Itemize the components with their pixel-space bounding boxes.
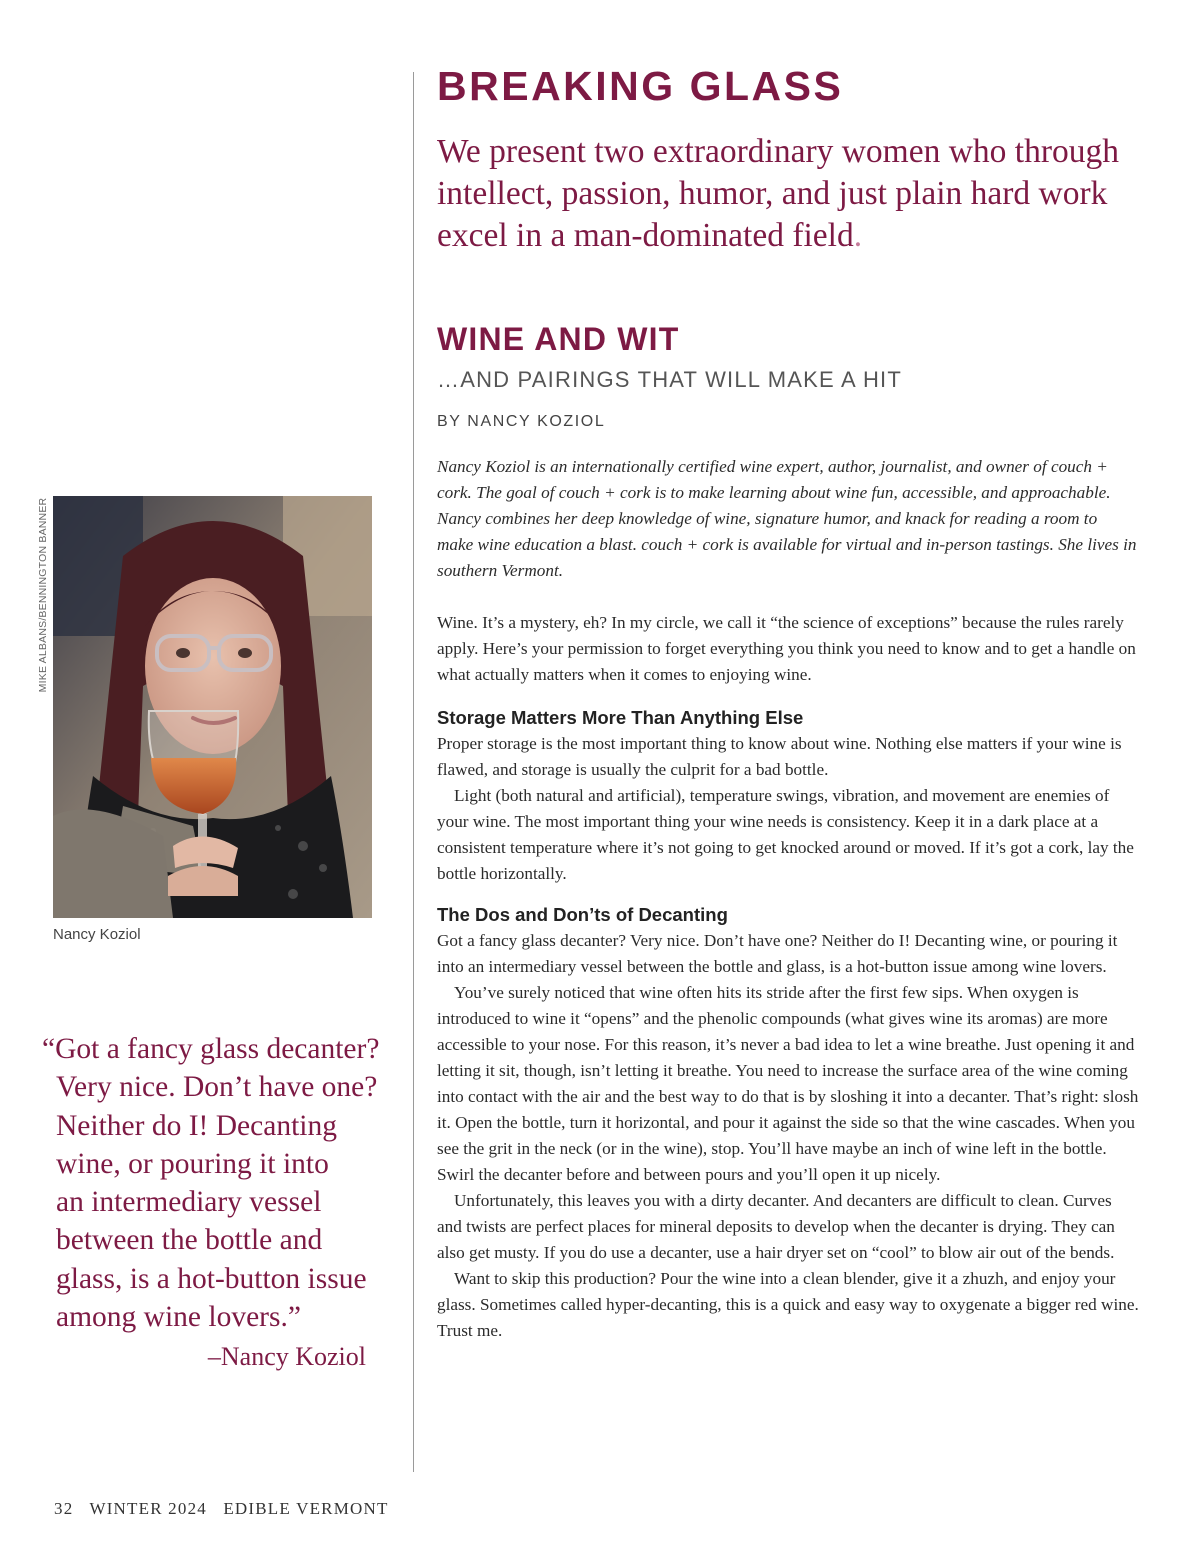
photo-credit-text: MIKE ALBANS/BENNINGTON BANNER <box>37 497 49 693</box>
pull-quote-line: an intermediary vessel <box>56 1186 322 1219</box>
author-photo-illustration <box>53 496 372 918</box>
pull-quote-line: Neither do I! Decanting <box>56 1109 337 1142</box>
deck-text: We present two extraordinary women who through intellect, passion, humor, and just plain hard work excel in a man-dominated field <box>437 133 1120 254</box>
author-photo <box>53 496 372 918</box>
pull-quote-line: among wine lovers.” <box>56 1301 301 1334</box>
body-paragraph: Want to skip this production? Pour the wine into a clean blender, give it a zhuzh, and enjoy your glass. Sometimes called hyper-decanting, this is a quick and easy way to oxygenate a bigger red wine. Trust me. <box>437 1269 1139 1340</box>
article-body <box>437 610 1139 1344</box>
byline: BY NANCY KOZIOL <box>437 413 606 430</box>
photo-credit <box>36 497 50 693</box>
column-divider <box>413 72 414 1472</box>
body-paragraph: Light (both natural and artificial), temperature swings, vibration, and movement are enemies of your wine. The most important thing your wine needs is consistency. Keep it in a dark place at a consistent temperature where it’s not going to get knocked around or moved. If it’s got a cork, lay the bottle horizontally. <box>437 786 1134 883</box>
pull-quote-line: Very nice. Don’t have one? <box>56 1071 378 1104</box>
body-paragraph: Got a fancy glass decanter? Very nice. Don’t have one? Neither do I! Decanting wine, or pouring it into an intermediary vessel between the bottle and glass, is a hot-button issue among wine lovers. <box>437 931 1118 976</box>
photo-caption: Nancy Koziol <box>53 926 141 943</box>
section-deck <box>437 131 1137 257</box>
pull-quote <box>42 1030 392 1377</box>
pull-quote-line: wine, or pouring it into <box>56 1147 329 1180</box>
body-paragraph: Unfortunately, this leaves you with a dirty decanter. And decanters are difficult to clean. Curves and twists are perfect places for mineral deposits to develop when the decanter is drying. They can also get musty. If you do use a decanter, use a hair dryer set on “cool” to blow air out of the bends. <box>437 1191 1115 1262</box>
author-bio: Nancy Koziol is an internationally certified wine expert, author, journalist, and owner of couch + cork. The goal of couch + cork is to make learning about wine fun, accessible, and approachable. Nancy combines her deep knowledge of wine, signature humor, and knack for reading a room to make wine education a blast. couch + cork is available for virtual and in-person tastings. She lives in southern Vermont. <box>437 457 1137 580</box>
deck-period: . <box>853 217 863 254</box>
section-heading-storage: Storage Matters More Than Anything Else <box>437 707 804 728</box>
article-title: WINE AND WIT <box>437 321 680 357</box>
pull-quote-line: “Got a fancy glass decanter? <box>42 1033 380 1065</box>
intro-paragraph: Wine. It’s a mystery, eh? In my circle, we call it “the science of exceptions” because the rules rarely apply. Here’s your permission to forget everything you think you need to know and to get a handle on what actually matters when it comes to enjoying wine. <box>437 613 1136 684</box>
section-kicker: BREAKING GLASS <box>437 63 844 109</box>
body-paragraph: You’ve surely noticed that wine often hits its stride after the first few sips. When oxygen is introduced to wine it “opens” and the phenolic compounds (what gives wine its aromas) are more accessible to your nose. For this reason, it’s never a bad idea to let a wine breathe. Just opening it and letting it sit, though, isn’t letting it breathe. You need to increase the surface area of the wine coming into contact with the air and the best way to do that is by sloshing it into a decanter. That’s right: slosh it. Open the bottle, turn it horizontal, and pour it against the side so that the wine cascades. When you see the grit in the neck (or in the wine), stop. You’ll have maybe an inch of wine left in the bottle. Swirl the decanter before and between pours and you’ll open it up nicely. <box>437 983 1139 1184</box>
section-heading-decanting: The Dos and Don’ts of Decanting <box>437 904 728 925</box>
body-paragraph: Proper storage is the most important thing to know about wine. Nothing else matters if your wine is flawed, and storage is usually the culprit for a bad bottle. <box>437 734 1122 779</box>
pull-quote-attribution: –Nancy Koziol <box>207 1342 366 1372</box>
pull-quote-line: between the bottle and <box>56 1224 323 1257</box>
article-subtitle: …AND PAIRINGS THAT WILL MAKE A HIT <box>437 367 902 392</box>
pull-quote-line: glass, is a hot-button issue <box>56 1262 367 1295</box>
page-folio: 32 WINTER 2024 EDIBLE VERMONT <box>54 1499 389 1518</box>
